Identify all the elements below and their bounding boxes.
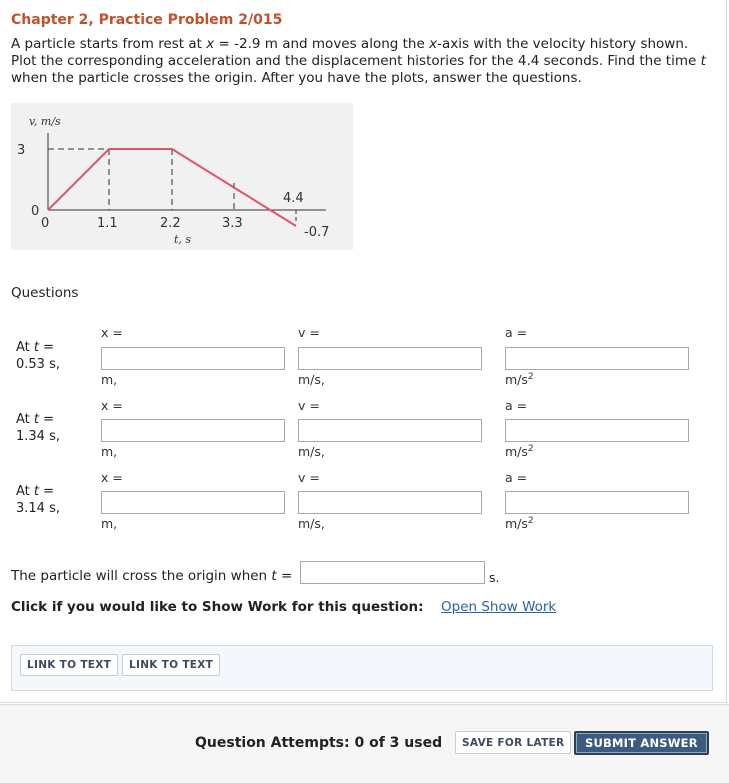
row-2-v-label: v = [298,398,320,413]
row-1-a-input[interactable] [505,347,689,370]
row-1-v-label: v = [298,325,320,340]
link-to-text-panel [11,645,713,691]
row-1-v-input[interactable] [298,347,482,370]
row-3-a-unit: $m/s^2$ [505,516,534,532]
row-2-x-label: x = [101,398,123,413]
link-to-text-button-2[interactable]: LINK TO TEXT [122,654,220,676]
questions-heading: Questions [11,285,79,301]
y-axis-label: v, m/s [29,115,61,128]
row-2-v-unit: m/s, [298,444,325,459]
row-1-a-unit: $m/s^2$ [505,372,534,388]
submit-answer-button[interactable]: SUBMIT ANSWER [574,731,709,755]
row-3-v-input[interactable] [298,491,482,514]
row-3-a-label: a = [505,470,528,485]
row-1-a-label: a = [505,325,528,340]
crossing-time-input[interactable] [300,561,485,584]
open-show-work-link[interactable]: Open Show Work [441,599,557,615]
row-3-v-label: v = [298,470,320,485]
row-2-v-input[interactable] [298,419,482,442]
velocity-graph [11,103,353,250]
question-attempts: Question Attempts: 0 of 3 used [195,735,443,751]
row-3-time-label: At t = 3.14 s, [16,484,60,516]
row-2-a-unit: $m/s^2$ [505,444,534,460]
x-tick-3: 3.3 [222,216,243,231]
link-to-text-button-1[interactable]: LINK TO TEXT [20,654,118,676]
row-2-time-label: At t = 1.34 s, [16,412,60,444]
x-tick-4: 4.4 [283,191,304,206]
row-3-x-unit: m, [101,516,118,531]
row-1-x-input[interactable] [101,347,285,370]
row-3-x-input[interactable] [101,491,285,514]
x-tick-2: 2.2 [160,216,181,231]
crossing-question: The particle will cross the origin when t = [11,568,293,584]
footer-bar [0,704,729,783]
row-2-a-input[interactable] [505,419,689,442]
end-value-label: -0.7 [304,225,330,240]
row-3-a-input[interactable] [505,491,689,514]
row-1-time-label: At t = 0.53 s, [16,340,60,372]
row-2-x-input[interactable] [101,419,285,442]
row-3-v-unit: m/s, [298,516,325,531]
row-3-x-label: x = [101,470,123,485]
row-1-x-unit: m, [101,372,118,387]
y-tick-3: 3 [17,143,26,158]
problem-statement: A particle starts from rest at x = -2.9 m and moves along the x-axis with the velocity history shown. Plot the corresponding acceleration and the displacement histories for the 4.4 seconds. Find the time t when the particle crosses the origin. After you have the plots, answer the questions. [11,36,706,86]
y-tick-0: 0 [31,204,40,219]
x-tick-0: 0 [41,216,50,231]
crossing-unit: s. [489,570,500,585]
x-axis-label: t, s [174,233,192,246]
save-for-later-button[interactable]: SAVE FOR LATER [455,731,571,754]
problem-title: Chapter 2, Practice Problem 2/015 [11,12,283,28]
row-2-a-label: a = [505,398,528,413]
row-1-x-label: x = [101,325,123,340]
row-1-v-unit: m/s, [298,372,325,387]
x-tick-1: 1.1 [97,216,118,231]
show-work-label: Click if you would like to Show Work for this question: [11,599,424,615]
row-2-x-unit: m, [101,444,118,459]
